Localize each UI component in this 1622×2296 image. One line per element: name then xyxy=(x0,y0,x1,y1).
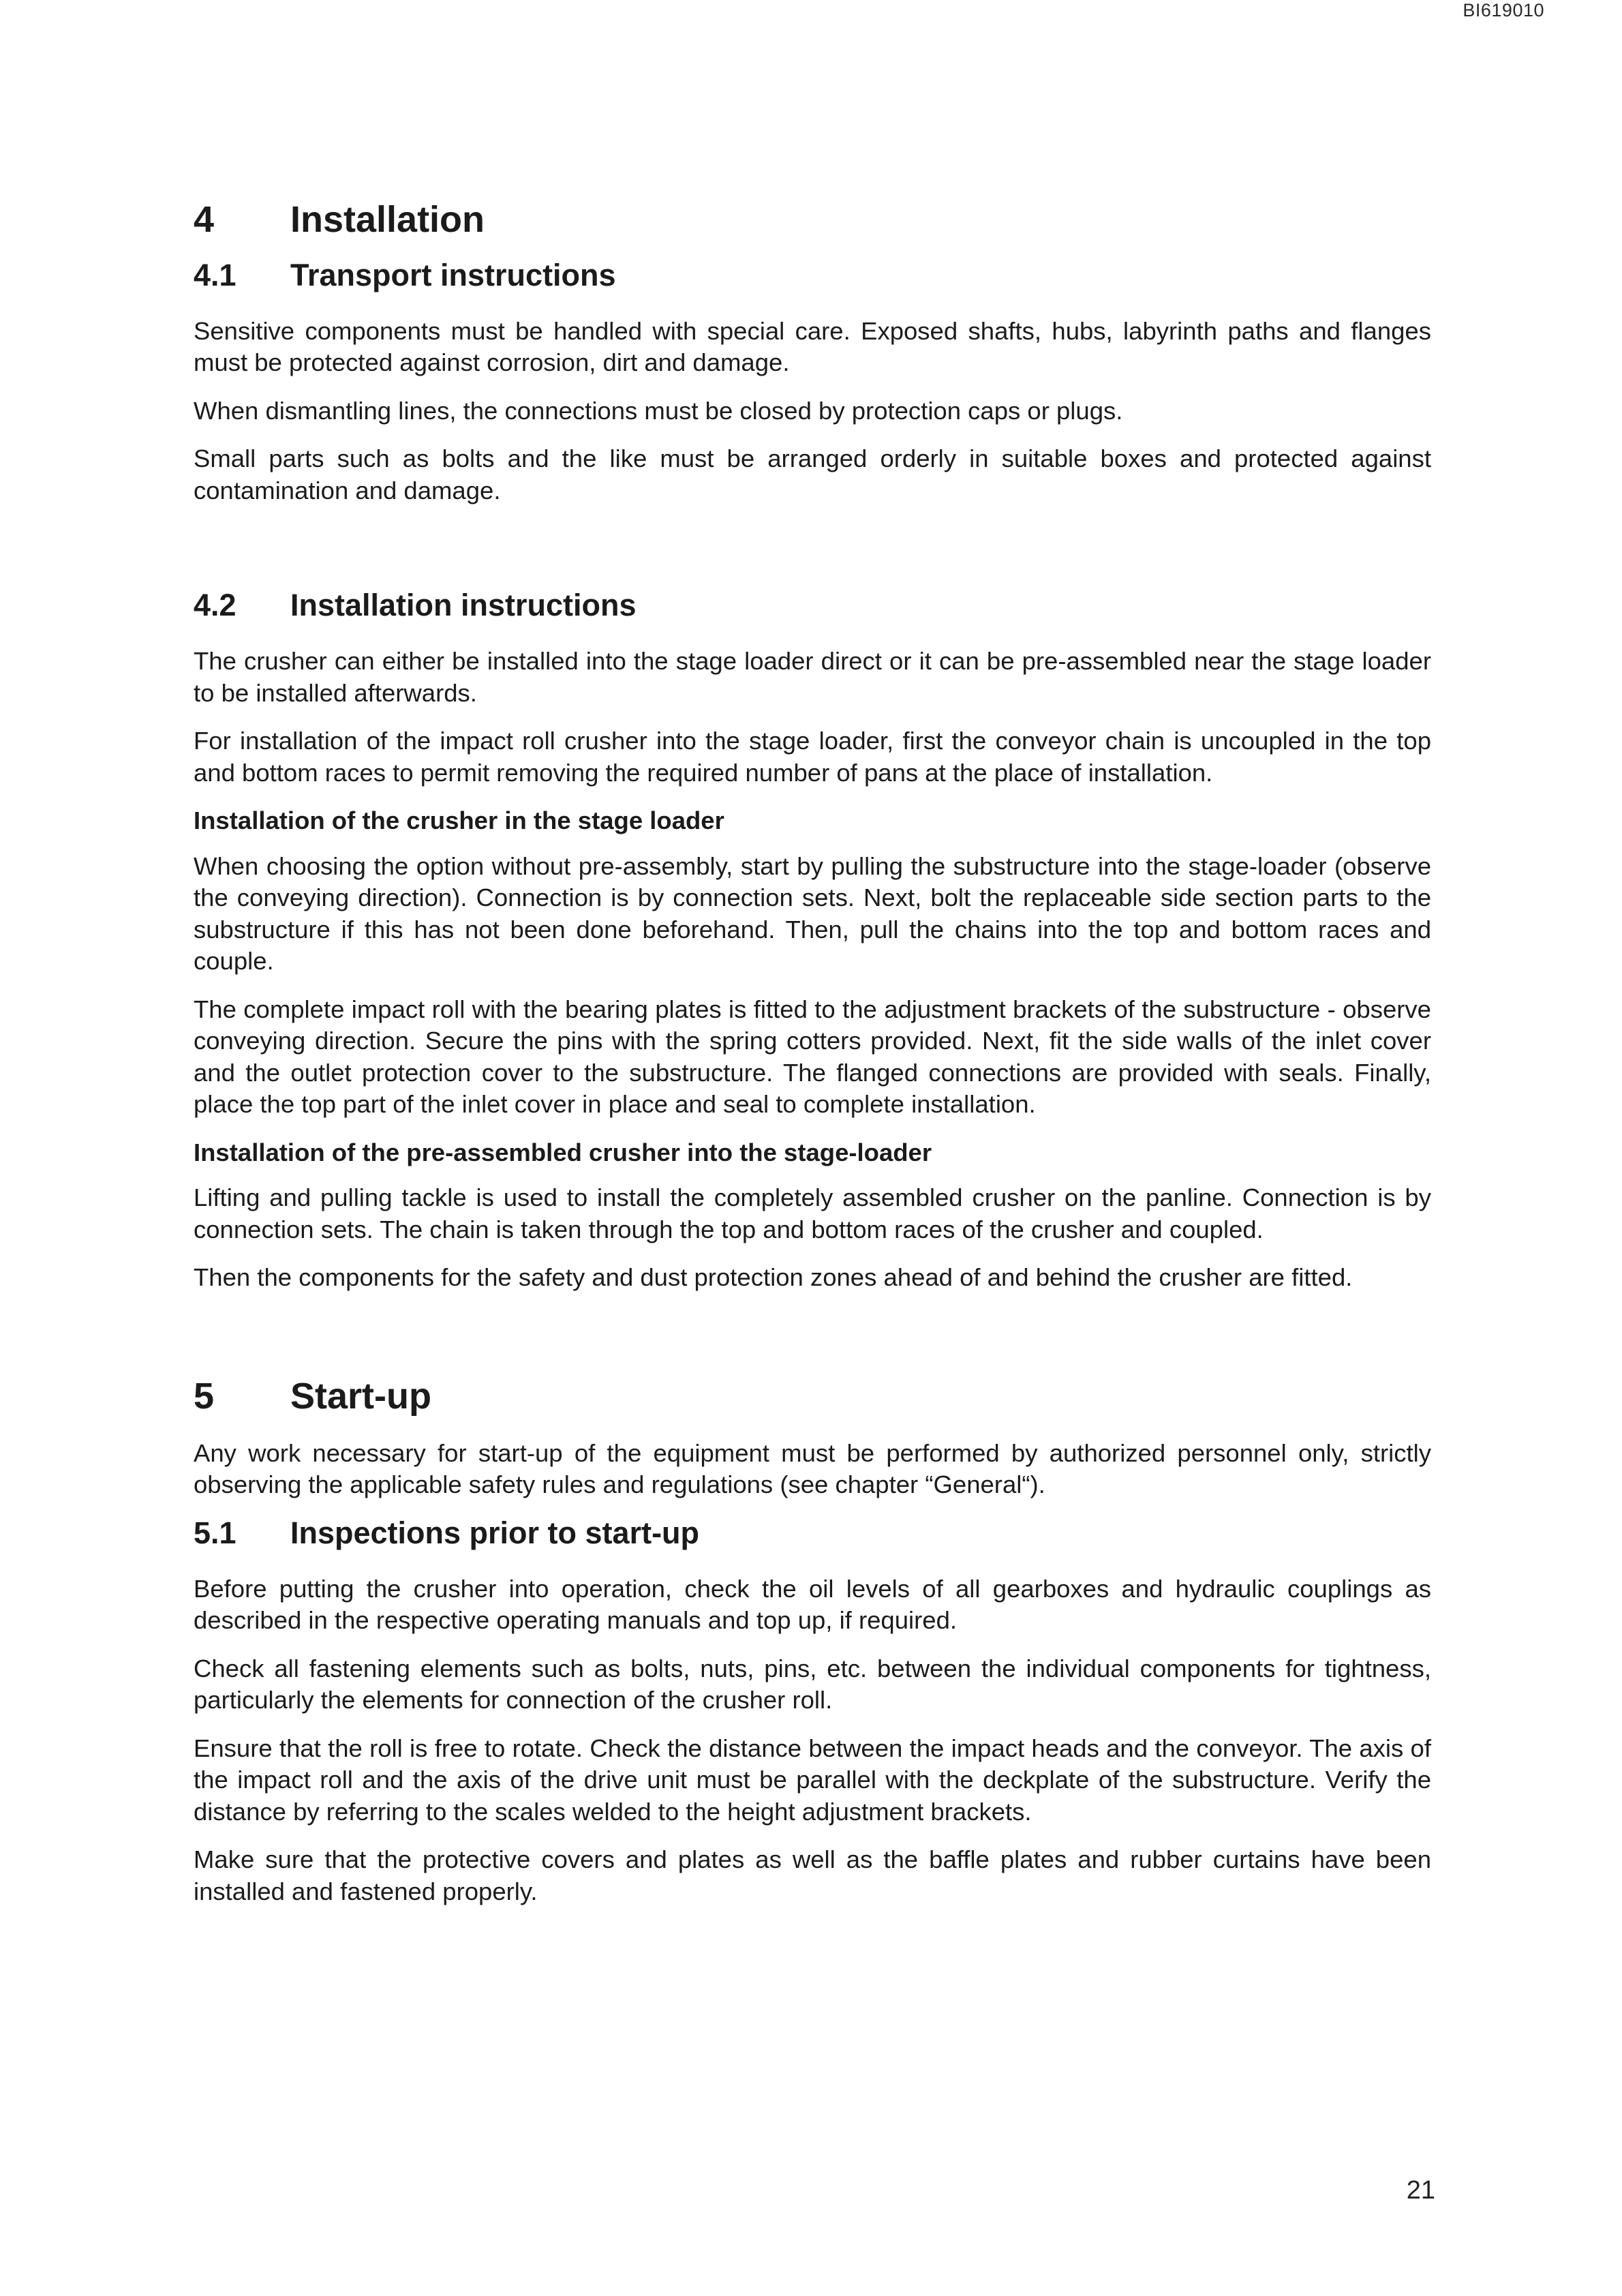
paragraph: Ensure that the roll is free to rotate. Check the distance between the impact heads and the conveyor. The axis of the impact roll and the axis of the drive unit must be parallel with the deckplate of the substructure. Verify the distance by referring to the scales welded to the height adjustment brackets. xyxy=(194,1734,1431,1826)
section-number: 5.1 xyxy=(194,1515,236,1550)
section-title: Installation xyxy=(290,199,485,240)
section-title: Installation instructions xyxy=(290,588,637,623)
paragraph: For installation of the impact roll crusher into the stage loader, first the conveyor chain is uncoupled in the top and bottom races to permit removing the required number of pans at the place of installation. xyxy=(194,727,1431,787)
section-number: 4 xyxy=(194,199,215,240)
paragraph: Check all fastening elements such as bolts, nuts, pins, etc. between the individual components for tightness, particularly the elements for connection of the crusher roll. xyxy=(194,1654,1431,1715)
section-title: Inspections prior to start-up xyxy=(290,1515,700,1550)
section-title: Transport instructions xyxy=(290,257,616,292)
document-code: BI619010 xyxy=(1463,0,1544,20)
paragraph: When dismantling lines, the connections must be closed by protection caps or plugs. xyxy=(194,396,1123,425)
paragraph: The complete impact roll with the bearing plates is fitted to the adjustment brackets of the substructure - observe conveying direction. Secure the pins with the spring cotters provided. Next, fit the side walls of the inlet cover and the outlet protection cover to the substructure. The flanged connections are provided with seals. Finally, place the top part of the inlet cover in place and seal to complete installation. xyxy=(194,995,1431,1119)
paragraph: Sensitive components must be handled with special care. Exposed shafts, hubs, labyrinth paths and flanges must be protected against corrosion, dirt and damage. xyxy=(194,316,1431,377)
section-4-heading xyxy=(194,198,1431,242)
section-4-2-heading xyxy=(194,587,1431,624)
paragraph: When choosing the option without pre-assembly, start by pulling the substructure into the stage-loader (observe the conveying direction). Connection is by connection sets. Next, bolt the replaceable side section parts to the substructure if this has not been done beforehand. Then, pull the chains into the top and bottom races and couple. xyxy=(194,851,1431,976)
subheading: Installation of the pre-assembled crusher into the stage-loader xyxy=(194,1138,932,1166)
section-4-1-heading xyxy=(194,257,1431,294)
page-number: 21 xyxy=(1406,2176,1435,2205)
paragraph: Make sure that the protective covers and plates as well as the baffle plates and rubber curtains have been installed and fastened properly. xyxy=(194,1845,1431,1905)
section-5-1-heading xyxy=(194,1515,1431,1552)
paragraph: Then the components for the safety and dust protection zones ahead of and behind the crusher are fitted. xyxy=(194,1263,1353,1292)
paragraph: The crusher can either be installed into the stage loader direct or it can be pre-assembled near the stage loader to be installed afterwards. xyxy=(194,647,1431,707)
section-number: 5 xyxy=(194,1375,215,1417)
page-content xyxy=(194,198,1431,1924)
section-number: 4.2 xyxy=(194,588,236,623)
section-number: 4.1 xyxy=(194,257,236,292)
paragraph: Any work necessary for start-up of the equipment must be performed by authorized personnel only, strictly observing the applicable safety rules and regulations (see chapter “General“). xyxy=(194,1438,1431,1499)
section-5-heading xyxy=(194,1374,1431,1419)
paragraph: Before putting the crusher into operation, check the oil levels of all gearboxes and hydraulic couplings as described in the respective operating manuals and top up, if required. xyxy=(194,1574,1431,1635)
subheading: Installation of the crusher in the stage loader xyxy=(194,806,724,835)
paragraph: Lifting and pulling tackle is used to install the completely assembled crusher on the panline. Connection is by connection sets. The chain is taken through the top and bottom races of the crusher and coupled. xyxy=(194,1183,1431,1243)
paragraph: Small parts such as bolts and the like must be arranged orderly in suitable boxes and protected against contamination and damage. xyxy=(194,444,1431,504)
section-title: Start-up xyxy=(290,1375,431,1417)
